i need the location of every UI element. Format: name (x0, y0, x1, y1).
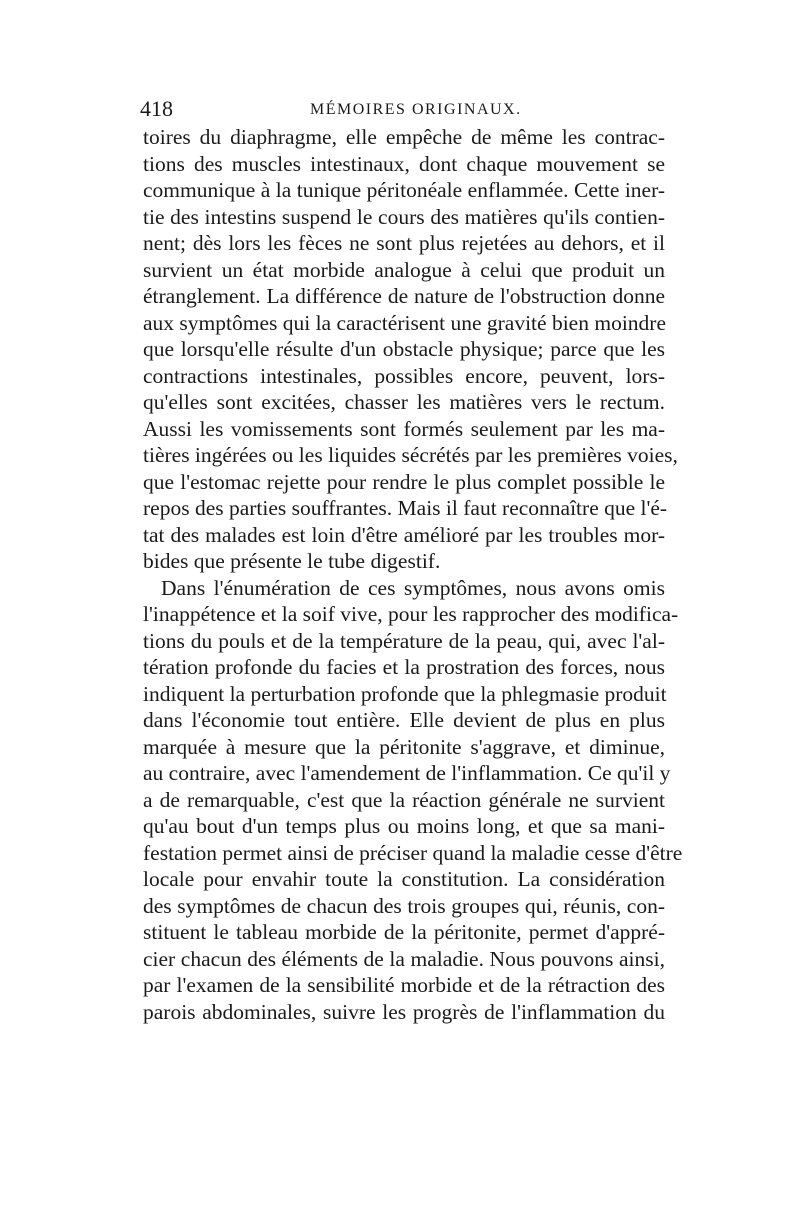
text-line: bides que présente le tube digestif. (143, 549, 441, 573)
text-line: que l'estomac rejette pour rendre le plus complet possible le (143, 469, 665, 494)
text-line: toires du diaphragme, elle empêche de même les contrac- (143, 125, 665, 149)
text-line: dans l'économie tout entière. Elle devient de plus en plus (143, 708, 665, 732)
text-line: tières ingérées ou les liquides sécrétés par les premières voies, (143, 443, 678, 467)
text-line: locale pour envahir toute la constitution. La considération (143, 867, 665, 891)
text-line: parois abdominales, suivre les progrès de l'inflammation du (143, 999, 665, 1024)
running-head (140, 94, 665, 124)
text-line: survient un état morbide analogue à celui que produit un (143, 257, 665, 282)
text-line: festation permet ainsi de préciser quand la maladie cesse d'être (143, 840, 683, 865)
text-line: tération profonde du facies et la prostration des forces, nous (143, 655, 665, 679)
text-line: tions du pouls et de la température de la peau, qui, avec l'al- (143, 628, 665, 653)
text-line: qu'au bout d'un temps plus ou moins long, et que sa mani- (143, 814, 665, 838)
paragraph-1 (143, 124, 678, 575)
text-line: l'inappétence et la soif vive, pour les rapprocher des modifica- (143, 602, 679, 626)
text-line: au contraire, avec l'amendement de l'inflammation. Ce qu'il y (143, 761, 671, 785)
text-line: Aussi les vomissements sont formés seulement par les ma- (143, 416, 665, 441)
page-number: 418 (140, 96, 173, 121)
text-line: que lorsqu'elle résulte d'un obstacle physique; parce que les (143, 337, 665, 361)
text-line: aux symptômes qui la caractérisent une gravité bien moindre (143, 310, 666, 335)
text-line: indiquent la perturbation profonde que la phlegmasie produit (143, 681, 667, 706)
text-line: repos des parties souffrantes. Mais il faut reconnaître que l'é- (143, 496, 668, 520)
text-line: tat des malades est loin d'être amélioré par les troubles mor- (143, 522, 665, 547)
text-line: étranglement. La différence de nature de l'obstruction donne (143, 284, 665, 308)
text-line: tions des muscles intestinaux, dont chaque mouvement se (143, 151, 665, 176)
text-line: qu'elles sont excitées, chasser les matières vers le rectum. (143, 390, 665, 414)
text-line: cier chacun des éléments de la maladie. Nous pouvons ainsi, (143, 946, 665, 971)
text-line: contractions intestinales, possibles encore, peuvent, lors- (143, 363, 665, 388)
running-title: MÉMOIRES ORIGINAUX. (310, 101, 522, 118)
text-line: des symptômes de chacun des trois groupes qui, réunis, con- (143, 893, 665, 918)
text-line: par l'examen de la sensibilité morbide et de la rétraction des (143, 973, 665, 997)
text-line: communique à la tunique péritonéale enflammée. Cette iner- (143, 178, 665, 202)
text-line: Dans l'énumération de ces symptômes, nous avons omis (161, 575, 665, 600)
text-line: marquée à mesure que la péritonite s'aggrave, et diminue, (143, 734, 665, 759)
text-line: a de remarquable, c'est que la réaction générale ne survient (143, 787, 665, 812)
text-line: tie des intestins suspend le cours des matières qu'ils contien- (143, 204, 665, 229)
body-text (143, 124, 683, 1025)
text-line: stituent le tableau morbide de la péritonite, permet d'appré- (143, 920, 665, 944)
paragraph-2 (143, 575, 683, 1026)
text-line: nent; dès lors les fèces ne sont plus rejetées au dehors, et il (143, 231, 665, 255)
